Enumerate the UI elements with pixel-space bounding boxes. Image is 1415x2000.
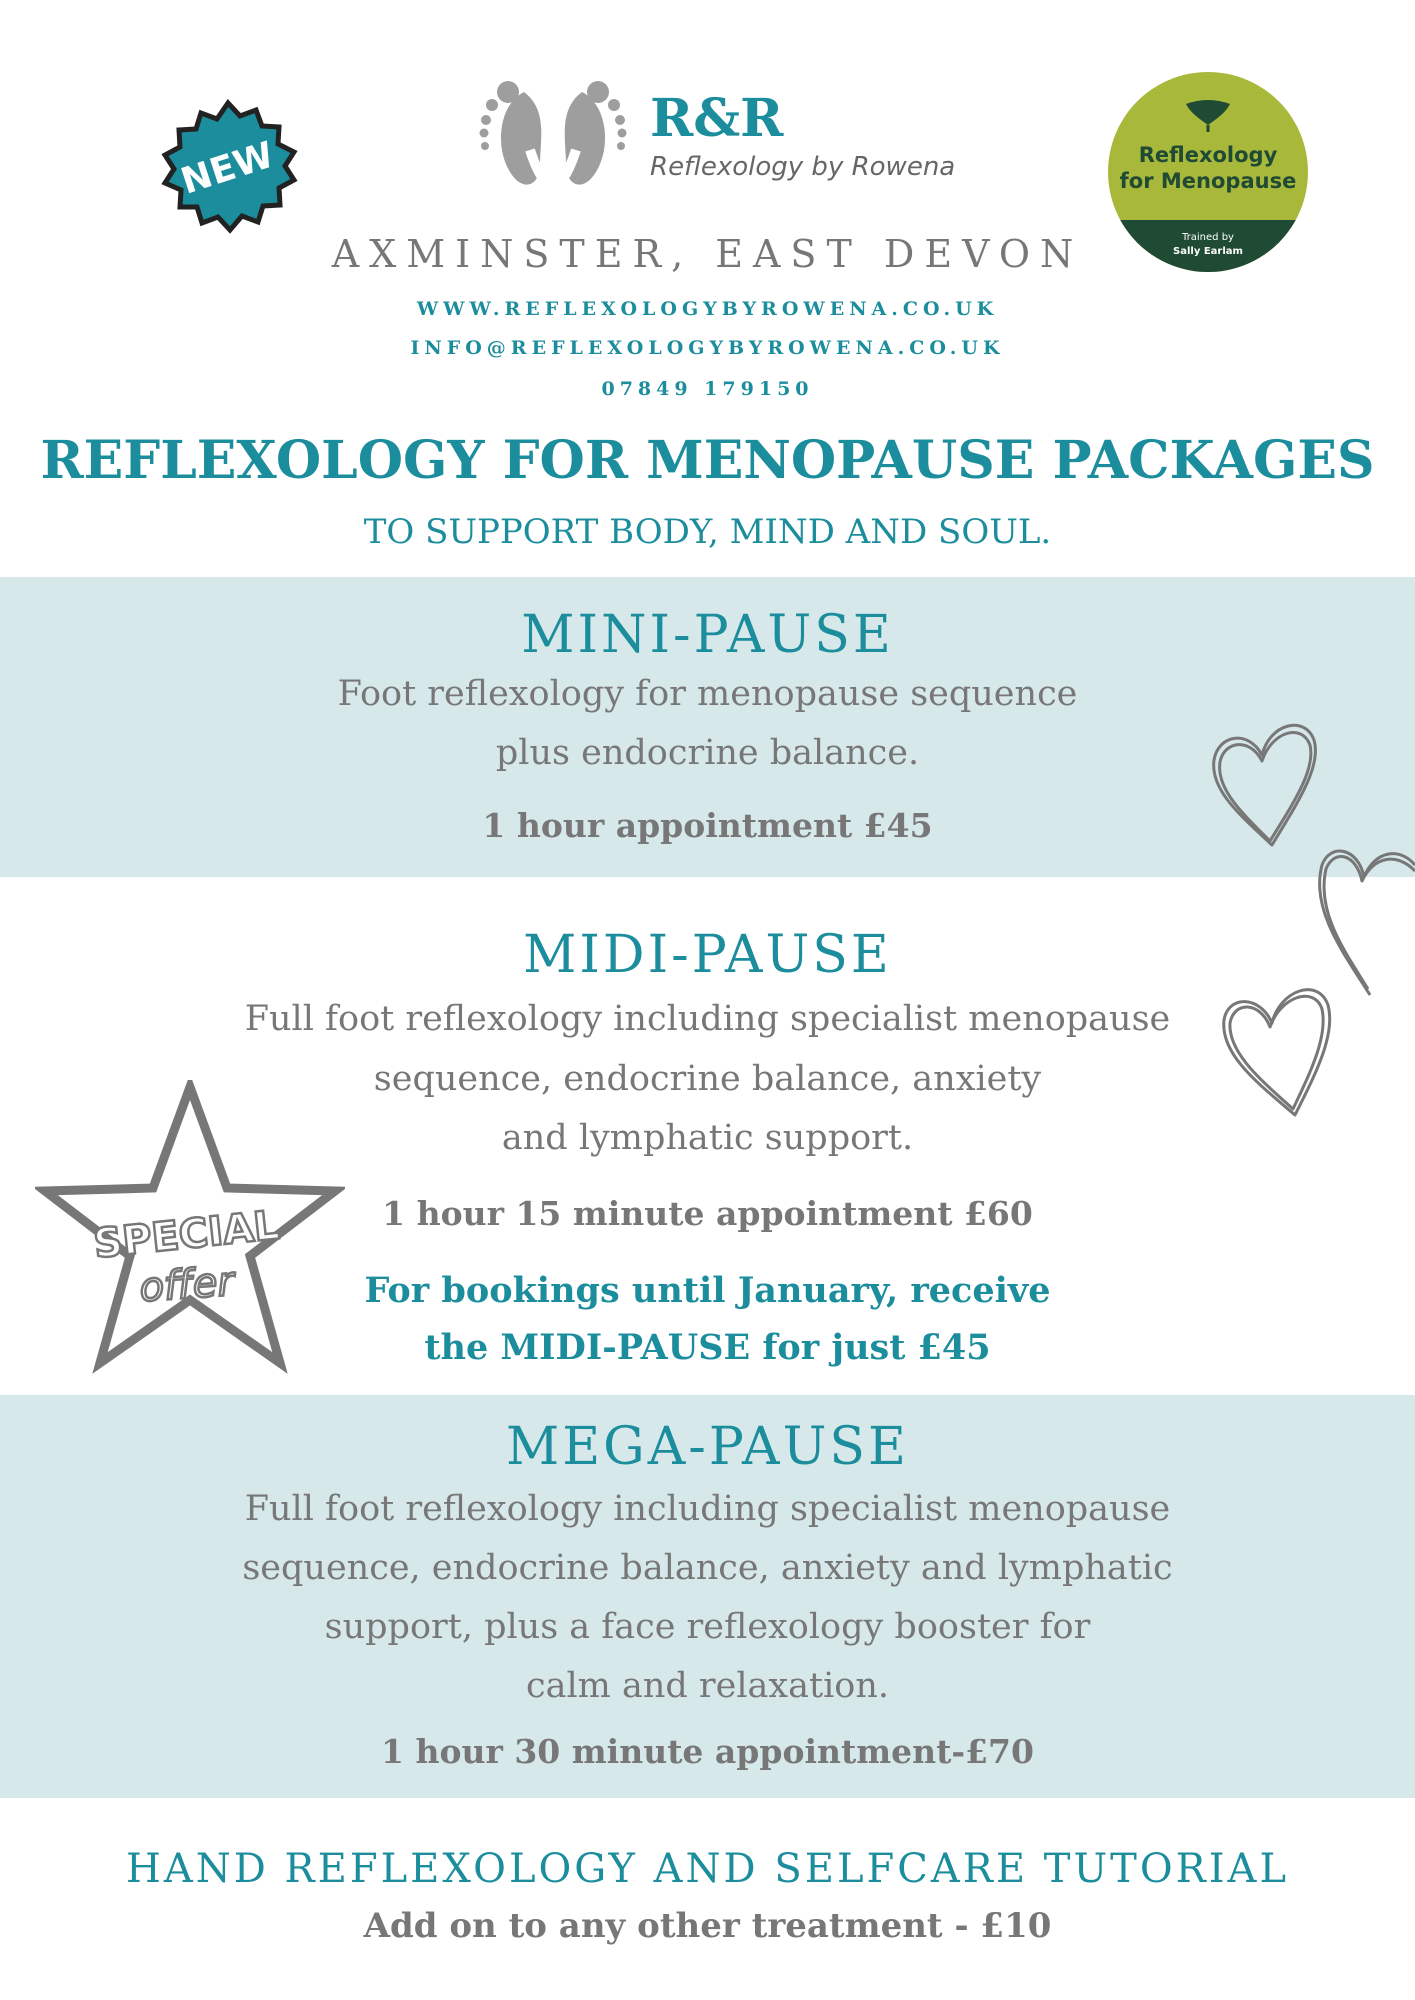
mega-pause-desc-2: sequence, endocrine balance, anxiety and lymphatic — [242, 1548, 1173, 1588]
feet-logo-icon — [478, 70, 628, 205]
hand-reflexology-title: HAND REFLEXOLOGY AND SELFCARE TUTORIAL — [125, 1846, 1290, 1892]
hearts-decoration — [1200, 715, 1415, 1135]
special-offer-line2: offer — [137, 1258, 236, 1312]
mini-pause-desc-1: Foot reflexology for menopause sequence — [337, 674, 1078, 714]
hand-reflexology-subtitle: Add on to any other treatment - £10 — [363, 1906, 1052, 1946]
mega-pause-desc-1: Full foot reflexology including specialist menopause — [244, 1489, 1171, 1529]
page-subtitle: TO SUPPORT BODY, MIND AND SOUL. — [363, 512, 1052, 552]
midi-pause-offer-1: For bookings until January, receive — [364, 1270, 1051, 1311]
mega-pause-desc-4: calm and relaxation. — [525, 1666, 890, 1706]
mega-pause-price: 1 hour 30 minute appointment-£70 — [381, 1732, 1034, 1771]
special-offer-line1: SPECIAL — [91, 1202, 282, 1268]
midi-pause-price: 1 hour 15 minute appointment £60 — [382, 1194, 1033, 1233]
midi-pause-offer-2: the MIDI-PAUSE for just £45 — [424, 1327, 991, 1368]
midi-pause-desc-1: Full foot reflexology including specialist menopause — [244, 999, 1171, 1039]
menopause-badge-trainer: Sally Earlam — [1173, 246, 1243, 257]
midi-pause-desc-3: and lymphatic support. — [501, 1118, 914, 1158]
midi-pause-desc-2: sequence, endocrine balance, anxiety — [373, 1059, 1042, 1099]
new-badge-text: NEW — [176, 134, 279, 203]
mini-pause-desc-2: plus endocrine balance. — [495, 733, 920, 773]
new-badge — [148, 98, 308, 248]
mega-pause-title: MEGA-PAUSE — [505, 1417, 910, 1477]
brand-name: R&R — [650, 88, 784, 149]
mega-pause-desc-3: support, plus a face reflexology booster for — [324, 1607, 1091, 1647]
heart-icon — [1214, 725, 1316, 845]
mini-pause-price: 1 hour appointment £45 — [482, 806, 933, 845]
phone-number[interactable]: 07849 179150 — [601, 378, 814, 400]
midi-pause-title: MIDI-PAUSE — [523, 925, 892, 985]
menopause-badge-trained-by: Trained by — [1182, 232, 1234, 243]
page-title: REFLEXOLOGY FOR MENOPAUSE PACKAGES — [40, 430, 1375, 491]
menopause-badge-line2: for Menopause — [1119, 169, 1297, 193]
special-offer-star — [35, 1080, 345, 1380]
website-link[interactable]: WWW.REFLEXOLOGYBYROWENA.CO.UK — [416, 298, 999, 320]
mini-pause-title: MINI-PAUSE — [521, 605, 894, 665]
email-link[interactable]: INFO@REFLEXOLOGYBYROWENA.CO.UK — [410, 337, 1005, 359]
location: AXMINSTER, EAST DEVON — [331, 232, 1084, 276]
brand-tagline: Reflexology by Rowena — [650, 152, 956, 182]
menopause-badge-line1: Reflexology — [1138, 143, 1278, 167]
heart-icon — [1320, 851, 1415, 995]
heart-icon — [1224, 990, 1330, 1115]
